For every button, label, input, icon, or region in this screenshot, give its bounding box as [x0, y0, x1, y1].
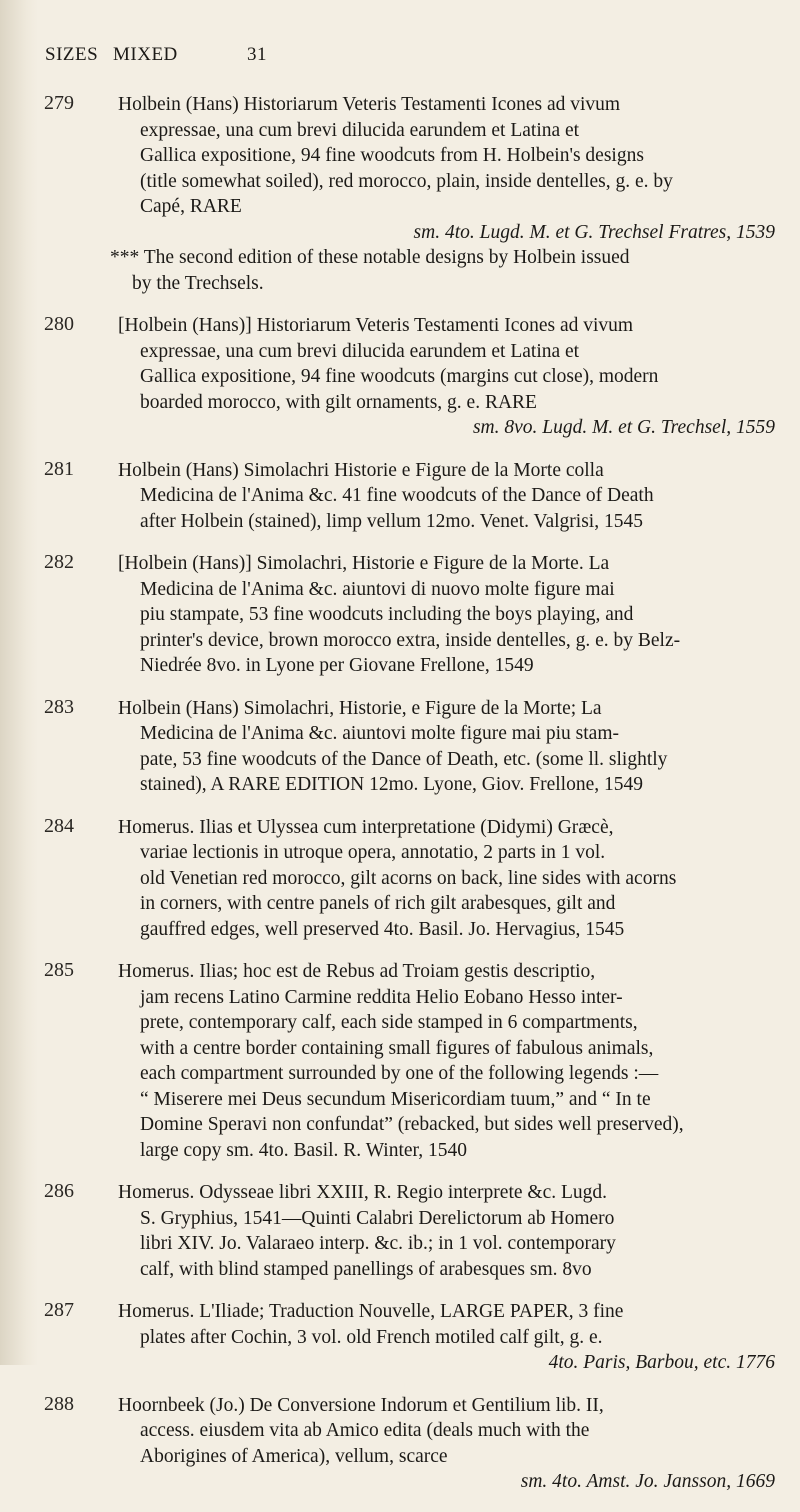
entry-imprint: 4to. Paris, Barbou, etc. 1776	[548, 1352, 775, 1373]
entry-body	[118, 458, 779, 535]
lot-number: 279	[44, 92, 74, 114]
lot-number: 282	[44, 551, 74, 573]
note-text: *** The second edition of these notable designs by Holbein issued	[110, 247, 630, 268]
entry-body	[110, 92, 779, 296]
entry-line: stained), A RARE EDITION 12mo. Lyone, Giov. Frellone, 1549	[140, 774, 643, 795]
entry-body	[118, 696, 779, 798]
entry-title: Holbein (Hans) Simolachri Historie e Figure de la Morte colla	[118, 459, 604, 481]
entry-line: pate, 53 fine woodcuts of the Dance of Death, etc. (some ll. slightly	[140, 748, 668, 770]
entry-line: (title somewhat soiled), red morocco, plain, inside dentelles, g. e. by	[140, 170, 673, 192]
entry-body	[118, 1393, 779, 1495]
catalogue-entry	[44, 696, 779, 798]
entry-title: Hoornbeek (Jo.) De Conversione Indorum et Gentilium lib. II,	[118, 1394, 604, 1416]
entry-line: with a centre border containing small figures of fabulous animals,	[140, 1037, 654, 1059]
entry-line: Gallica expositione, 94 fine woodcuts (margins cut close), modern	[140, 366, 659, 387]
entry-body	[118, 313, 779, 441]
catalogue-entry	[44, 313, 779, 441]
lot-number: 284	[44, 814, 74, 837]
lot-number: 281	[44, 457, 74, 480]
entry-title: Homerus. L'Iliade; Traduction Nouvelle, LARGE PAPER, 3 fine	[118, 1301, 624, 1322]
entry-body	[118, 1180, 779, 1282]
lot-number: 285	[44, 959, 74, 981]
entry-imprint: sm. 8vo. Lugd. M. et G. Trechsel, 1559	[472, 417, 775, 438]
entry-line: Medicina de l'Anima &c. aiuntovi molte figure mai piu stam-	[140, 723, 619, 744]
entry-line: in corners, with centre panels of rich gilt arabesques, gilt and	[140, 893, 616, 914]
catalogue-entries	[44, 92, 779, 1512]
lot-number: 280	[44, 313, 74, 335]
catalogue-entry	[44, 551, 779, 679]
lot-number: 288	[44, 1392, 74, 1415]
lot-number: 283	[44, 695, 74, 718]
catalogue-entry	[44, 1393, 779, 1495]
catalogue-entry	[44, 815, 779, 943]
entry-line: variae lectionis in utroque opera, annotatio, 2 parts in 1 vol.	[140, 842, 606, 863]
catalogue-entry	[44, 1299, 779, 1376]
entry-line: jam recens Latino Carmine reddita Helio Eobano Hesso inter-	[140, 986, 623, 1008]
entry-line: Domine Speravi non confundat” (rebacked, but sides well preserved),	[140, 1114, 684, 1135]
entry-line: boarded morocco, with gilt ornaments, g. e. RARE	[140, 391, 537, 413]
entry-line: Medicina de l'Anima &c. 41 fine woodcuts of the Dance of Death	[140, 485, 654, 506]
entry-title: Holbein (Hans) Simolachri, Historie, e Figure de la Morte; La	[118, 697, 602, 719]
entry-line: plates after Cochin, 3 vol. old French motiled calf gilt, g. e.	[140, 1326, 603, 1348]
entry-line: large copy sm. 4to. Basil. R. Winter, 1540	[140, 1139, 468, 1161]
catalogue-entry	[44, 1180, 779, 1282]
entry-line: Medicina de l'Anima &c. aiuntovi di nuovo molte figure mai	[140, 578, 615, 600]
entry-body	[118, 551, 779, 679]
entry-title: [Holbein (Hans)] Simolachri, Historie e Figure de la Morte. La	[118, 553, 610, 574]
entry-imprint: sm. 4to. Lugd. M. et G. Trechsel Fratres, 1539	[413, 221, 775, 243]
page-number: 31	[247, 44, 267, 65]
entry-title: Homerus. Ilias; hoc est de Rebus ad Troiam gestis descriptio,	[118, 961, 596, 982]
entry-line: each compartment surrounded by one of the following legends :—	[140, 1063, 659, 1084]
entry-line: after Holbein (stained), limp vellum 12mo. Venet. Valgrisi, 1545	[140, 510, 643, 532]
entry-line: “ Miserere mei Deus secundum Misericordiam tuum,” and “ In te	[140, 1088, 651, 1110]
catalogue-entry	[44, 458, 779, 535]
entry-body	[118, 959, 779, 1163]
entry-line: access. eiusdem vita ab Amico edita (deals much with the	[140, 1420, 590, 1441]
header-subsection: MIXED	[113, 44, 178, 65]
entry-line: S. Gryphius, 1541—Quinti Calabri Derelictorum ab Homero	[140, 1207, 615, 1229]
entry-line: expressae, una cum brevi dilucida earundem et Latina et	[140, 340, 580, 362]
note-continuation: by the Trechsels.	[132, 272, 264, 294]
lot-number: 287	[44, 1299, 74, 1321]
entry-note	[110, 245, 779, 296]
entry-line: Aborigines of America), vellum, scarce	[140, 1445, 448, 1467]
entry-body	[118, 1299, 779, 1376]
entry-line: old Venetian red morocco, gilt acorns on back, line sides with acorns	[140, 867, 677, 889]
entry-line: libri XIV. Jo. Valaraeo interp. &c. ib.; in 1 vol. contemporary	[140, 1233, 616, 1254]
entry-line: piu stampate, 53 fine woodcuts including the boys playing, and	[140, 604, 634, 625]
entry-body	[118, 815, 779, 943]
entry-line: gauffred edges, well preserved 4to. Basil. Jo. Hervagius, 1545	[140, 918, 625, 940]
catalogue-entry	[44, 92, 779, 296]
entry-line: Capé, RARE	[140, 196, 242, 217]
catalogue-entry	[44, 959, 779, 1163]
entry-title: [Holbein (Hans)] Historiarum Veteris Testamenti Icones ad vivum	[118, 315, 634, 336]
page-binding-edge	[0, 0, 38, 1365]
entry-title: Holbein (Hans) Historiarum Veteris Testamenti Icones ad vivum	[118, 94, 621, 115]
entry-title: Homerus. Ilias et Ulyssea cum interpretatione (Didymi) Græcè,	[118, 816, 614, 838]
entry-line: expressae, una cum brevi dilucida earundem et Latina et	[140, 119, 580, 141]
entry-line: Niedrée 8vo. in Lyone per Giovane Frellone, 1549	[140, 655, 534, 676]
lot-number: 286	[44, 1180, 74, 1202]
entry-line: calf, with blind stamped panellings of arabesques sm. 8vo	[140, 1258, 592, 1280]
entry-title: Homerus. Odysseae libri XXIII, R. Regio interprete &c. Lugd.	[118, 1182, 608, 1203]
entry-line: Gallica expositione, 94 fine woodcuts from H. Holbein's designs	[140, 145, 644, 166]
header-section: SIZES	[45, 44, 99, 65]
entry-imprint: sm. 4to. Amst. Jo. Jansson, 1669	[520, 1471, 775, 1492]
entry-line: printer's device, brown morocco extra, inside dentelles, g. e. by Belz-	[140, 629, 681, 651]
entry-line: prete, contemporary calf, each side stamped in 6 compartments,	[140, 1012, 638, 1033]
running-header	[45, 44, 745, 72]
